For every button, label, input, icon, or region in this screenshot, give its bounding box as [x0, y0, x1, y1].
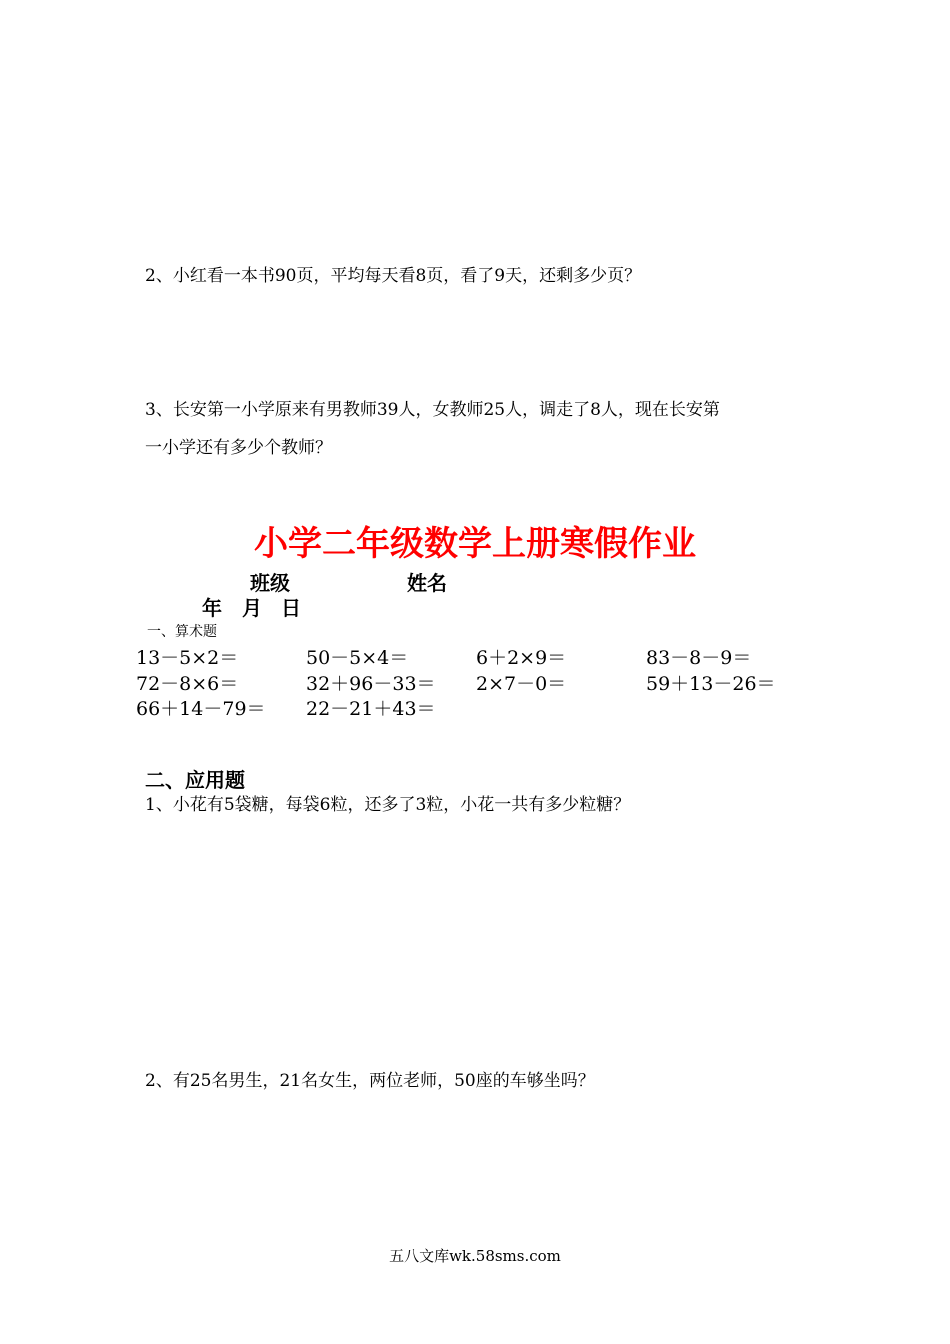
- arith-item: 2×7－0＝: [476, 673, 567, 695]
- app-question-1: 1、小花有5袋糖，每袋6粒，还多了3粒，小花一共有多少粒糖？: [145, 795, 631, 815]
- date-day: 日: [281, 596, 301, 620]
- footer-watermark: 五八文库wk.58sms.com: [389, 1247, 561, 1265]
- app-question-2: 2、有25名男生，21名女生，两位老师，50座的车够坐吗？: [145, 1071, 595, 1091]
- section-1-heading: 一、算术题: [147, 624, 217, 640]
- arith-item: 72－8×6＝: [136, 673, 239, 695]
- question-2-top: 2、小红看一本书90页，平均每天看8页，看了9天，还剩多少页？: [145, 266, 642, 286]
- arith-item: 6＋2×9＝: [476, 647, 567, 669]
- arith-item: 32＋96－33＝: [306, 673, 436, 695]
- class-label: 班级: [250, 571, 290, 595]
- question-3-top-line1: 3、长安第一小学原来有男教师39人，女教师25人，调走了8人，现在长安第: [145, 400, 720, 420]
- section-2-heading: 二、应用题: [145, 768, 245, 792]
- name-label: 姓名: [407, 571, 447, 595]
- arith-item: 66＋14－79＝: [136, 698, 266, 720]
- page-title: 小学二年级数学上册寒假作业: [254, 524, 696, 564]
- arith-item: 22－21＋43＝: [306, 698, 436, 720]
- date-month: 月: [242, 596, 262, 620]
- arith-item: 13－5×2＝: [136, 647, 239, 669]
- arith-item: 83－8－9＝: [646, 647, 752, 669]
- question-3-top-line2: 一小学还有多少个教师？: [145, 438, 332, 458]
- arith-item: 50－5×4＝: [306, 647, 409, 669]
- arith-item: 59＋13－26＝: [646, 673, 776, 695]
- date-year: 年: [202, 596, 222, 620]
